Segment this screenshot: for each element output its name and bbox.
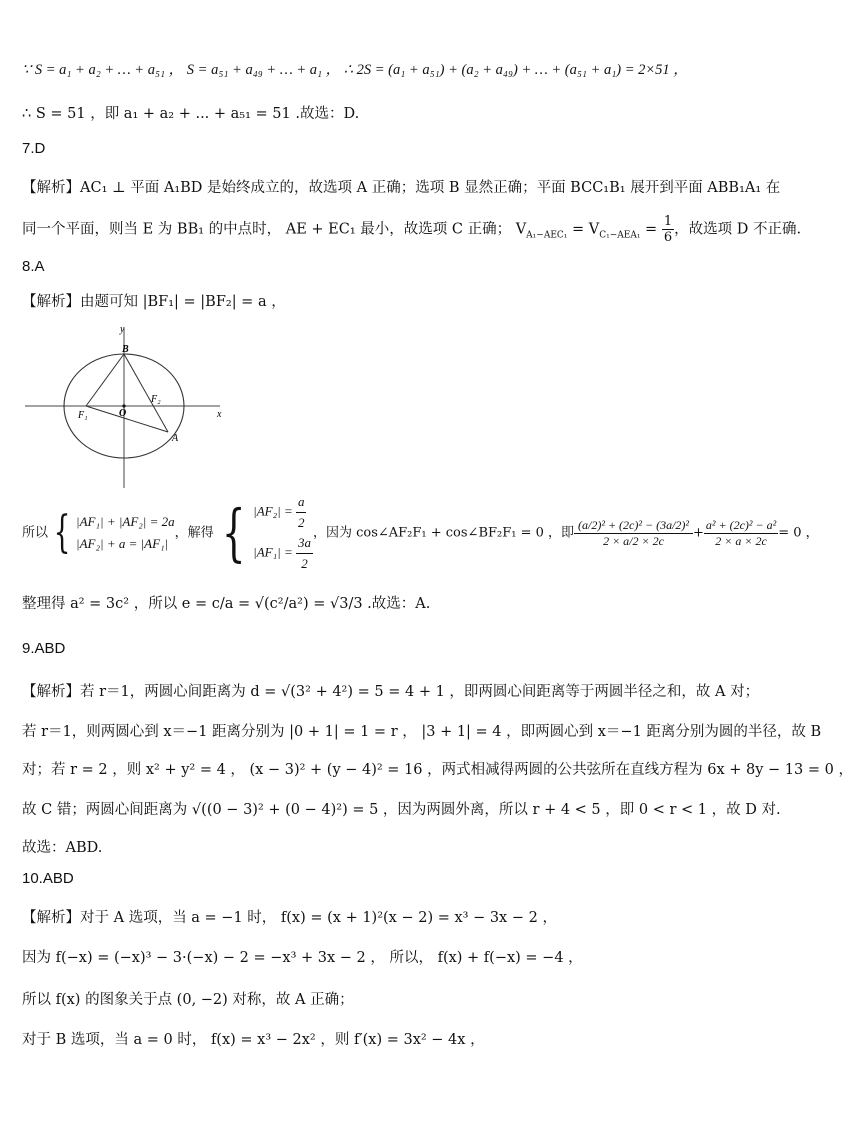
system-1-eq2: |AF₂| + a = |AF₁| [76, 536, 169, 551]
label-F2: F₂ [151, 394, 161, 405]
question-7-analysis-line1: 【解析】AC₁ ⊥ 平面 A₁BD 是始终成立的，故选项 A 正确；选项 B 显然正确；平面 BCC₁B₁ 展开到平面 ABB₁A₁ 在 [22, 180, 781, 196]
system-2-eq1-den: 2 [297, 515, 305, 530]
q8-solve: ，解得 [174, 525, 214, 541]
question-10-analysis-line2: 因为 f(−x) = (−x)³ − 3·(−x) − 2 = −x³ + 3x − 2 ， 所以， f(x) + f(−x) = −4 ， [22, 950, 583, 966]
solution-line-sum: ∵ S = a₁ + a₂ + … + a₅₁ ， S = a₅₁ + a₄₉ + … + a₁ ， ∴ 2S = (a₁ + a₅₁) + (a₂ + a₄₉) + … + (a₅₁ + a₁) = 2×51 ， [22, 62, 688, 78]
question-9-analysis-line4: 故 C 错；两圆心间距离为 √((0 − 3)² + (0 − 4)²) = 5 ，因为两圆外离，所以 r + 4 < 5 ，即 0 < r < 1 ，故 D 对. [22, 802, 781, 818]
q8-because: ，因为 cos∠AF₂F₁ + cos∠BF₂F₁ = 0 ，即 [312, 525, 575, 541]
question-8-system-line [22, 492, 819, 574]
question-10-heading: 10.ABD [22, 870, 74, 887]
q7-text-eq: = [640, 221, 662, 238]
cosine-second-fraction [704, 518, 778, 549]
system-2-eq2 [253, 533, 313, 574]
question-9-analysis-line3: 对；若 r = 2 ，则 x² + y² = 4 ， (x − 3)² + (y − 4)² = 16 ，两式相减得两圆的公共弦所在直线方程为 6x + 8y − 13 = 0 ， [22, 762, 853, 778]
question-10-analysis-line1: 【解析】对于 A 选项，当 a = −1 时， f(x) = (x + 1)²(x − 2) = x³ − 3x − 2 ， [22, 910, 557, 926]
system-1-eq1: |AF₁| + |AF₂| = 2a [76, 514, 175, 529]
cosine-big-fraction [574, 518, 693, 549]
big-fraction-den: 2 × a/2 × 2c [603, 533, 664, 548]
question-7-heading: 7.D [22, 140, 46, 157]
big-fraction-num: (a/2)² + (2c)² − (3a/2)² [574, 518, 693, 534]
ellipse-figure [20, 320, 230, 490]
question-10-analysis-line4: 对于 B 选项，当 a = 0 时， f(x) = x³ − 2x² ，则 f′(x) = 3x² − 4x ， [22, 1032, 485, 1048]
system-2-eq1-frac [296, 492, 307, 533]
question-9-analysis-line1: 【解析】若 r＝1，两圆心间距离为 d = √(3² + 4²) = 5 = 4 + 1 ，即两圆心间距离等于两圆半径之和，故 A 对； [22, 684, 760, 700]
q7-fraction-den: 6 [663, 230, 673, 245]
question-8-conclusion: 整理得 a² = 3c² ，所以 e = c/a = √(c²/a²) = √3/3 .故选：A. [22, 596, 431, 612]
label-x: x [217, 409, 222, 420]
label-y: y [120, 324, 125, 335]
label-F1: F₁ [78, 410, 88, 421]
label-A: A [172, 433, 179, 444]
q7-volume-sub-1: A₁−AEC₁ [526, 230, 568, 241]
q7-fraction [662, 214, 674, 245]
q7-text-b: ，故选项 D 不正确. [674, 221, 802, 238]
solution-line-conclusion: ∴ S = 51 ，即 a₁ + a₂ + ... + a₅₁ = 51 .故选：D. [22, 106, 360, 122]
q8-so: 所以 [22, 525, 49, 541]
system-2-eq2-left: |AF₁| = [253, 544, 296, 560]
system-2 [253, 492, 313, 574]
q7-volume-sub-2: C₁−AEA₁ [599, 230, 641, 241]
system-2-eq2-frac [296, 533, 313, 574]
brace-1: { [53, 507, 71, 558]
brace-2: { [221, 496, 246, 569]
q7-text-a: 同一个平面，则当 E 为 BB₁ 的中点时， AE + EC₁ 最小，故选项 C 正确； V [22, 221, 527, 238]
label-O: O [119, 408, 127, 419]
system-2-eq2-den: 2 [301, 556, 308, 571]
system-2-eq1-num: a [296, 492, 307, 513]
second-fraction-den: 2 × a × 2c [715, 533, 767, 548]
system-2-eq2-num: 3a [296, 533, 313, 554]
system-2-eq1 [253, 492, 313, 533]
q7-fraction-num: 1 [663, 214, 673, 229]
question-8-analysis-line1: 【解析】由题可知 |BF₁| = |BF₂| = a ， [22, 294, 286, 310]
question-10-analysis-line3: 所以 f(x) 的图象关于点 (0, −2) 对称，故 A 正确； [22, 992, 354, 1008]
label-B: B [122, 344, 129, 355]
question-7-analysis-line2 [22, 214, 801, 245]
system-1 [76, 511, 175, 555]
question-8-heading: 8.A [22, 258, 45, 275]
q8-plus: + [693, 525, 704, 541]
second-fraction-num: a² + (2c)² − a² [705, 517, 777, 532]
question-9-analysis-line2: 若 r＝1，则两圆心到 x＝−1 距离分别为 |0 + 1| = 1 = r ， |3 + 1| = 4 ，即两圆心到 x＝−1 距离分别为圆的半径，故 B [22, 724, 822, 740]
system-2-eq1-left: |AF₂| = [253, 503, 296, 519]
question-9-heading: 9.ABD [22, 640, 66, 657]
q7-text-mid: = V [567, 221, 600, 238]
q8-eq0: = 0 ， [778, 525, 819, 541]
question-9-answer: 故选：ABD. [22, 840, 103, 856]
